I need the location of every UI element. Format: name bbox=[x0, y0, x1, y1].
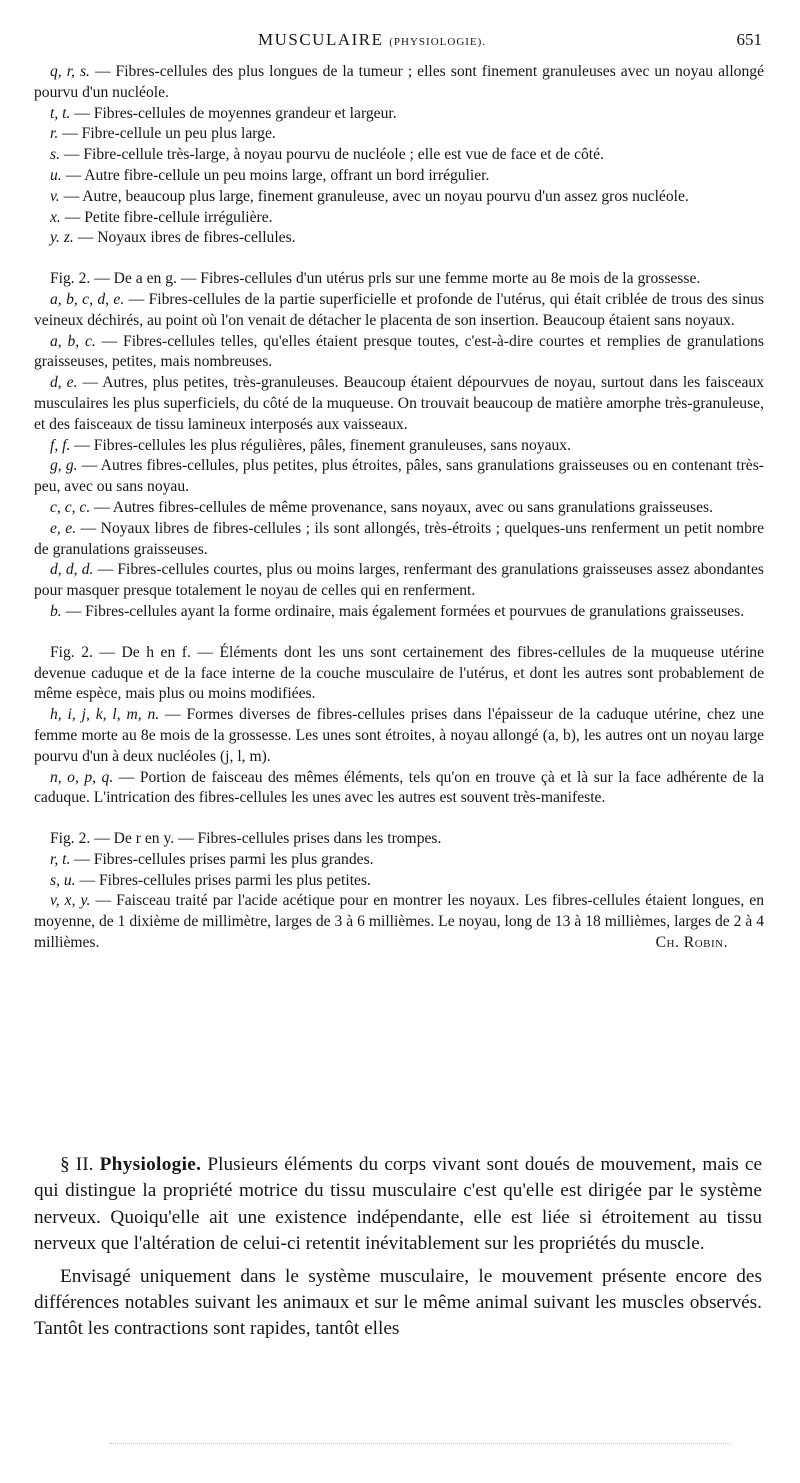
legend-label: c, c, c. bbox=[50, 498, 91, 516]
legend-entry: y. z. — Noyaux ibres de fibres-cellules. bbox=[50, 229, 296, 247]
figure-caption: Fig. 2. — De r en y. — Fibres-cellules prises dans les trompes. bbox=[50, 830, 442, 848]
legend-label: r, t. bbox=[50, 850, 71, 868]
legend-entry: r, t. — Fibres-cellules prises parmi les plus grandes. bbox=[50, 850, 374, 868]
legend-entry: s, u. — Fibres-cellules prises parmi les plus petites. bbox=[50, 871, 371, 889]
legend-label: x. bbox=[50, 208, 61, 226]
section-heading: Physiologie. bbox=[99, 1154, 202, 1175]
legend-label: v, x, y. bbox=[50, 892, 91, 910]
author-signature: Ch. Robin. bbox=[655, 934, 728, 952]
legend-label: g, g. bbox=[50, 457, 78, 475]
legend-entry: t, t. — Fibres-cellules de moyennes grandeur et largeur. bbox=[50, 104, 397, 122]
page-bottom-dotted-rule bbox=[110, 1443, 730, 1445]
legend-label: s, u. bbox=[50, 871, 76, 889]
legend-entry: d, e. — Autres, plus petites, très-granuleuses. Beaucoup étaient dépourvues de noyau, surtout dans les faisceaux musculaires les plus superficiels, du côté de la muqueuse. On trouvait beaucoup de matière amorphe très-granuleuse, et des faisceaux de tissu lamineux interposés aux vaisseaux. bbox=[34, 374, 764, 433]
figure-caption: Fig. 2. — De h en f. — Éléments dont les uns sont certainement des fibres-cellules de la muqueuse utérine devenue caduque et de la face interne de la couche musculaire de l'utérus, et dont les autres sont probablement de même espèce, mais plus ou moins modifiées. bbox=[34, 643, 765, 703]
legend-label: b. bbox=[50, 602, 62, 620]
legend-label: f, f. bbox=[50, 436, 71, 454]
legend-entry: a, b, c, d, e. — Fibres-cellules de la partie superficielle et profonde de l'utérus, qui était criblée de trous des sinus veineux déchirés, au point où l'on venait de détacher le placenta de son insertion. Beaucoup étaient sans noyaux. bbox=[34, 290, 764, 329]
legend-label: v. bbox=[50, 187, 60, 205]
legend-entry: n, o, p, q. — Portion de faisceau des mêmes éléments, tels qu'on en trouve çà et là sur la face adhérente de la caduque. L'intrication des fibres-cellules les unes avec les autres est souvent très-manifeste. bbox=[34, 768, 764, 807]
legend-label: u. bbox=[50, 166, 62, 184]
section-paragraph-1: § II. Physiologie. Plusieurs éléments du corps vivant sont doués de mouvement, mais ce qui distingue la propriété motrice du tissu musculaire c'est qu'elle est dirigée par le système nerveux. Quoiqu'elle ait une existence indépendante, elle est liée si étroitement au tissu nerveux que l'altération de celui-ci retentit inévitablement sur les propriétés du muscle. bbox=[34, 1154, 763, 1255]
legend-entry: a, b, c. — Fibres-cellules telles, qu'elles étaient presque toutes, c'est-à-dire courtes et remplies de granulations graisseuses, petites, mais nombreuses. bbox=[34, 332, 764, 371]
legend-label: d, d, d. bbox=[50, 561, 94, 579]
running-subtitle: (PHYSIOLOGIE). bbox=[389, 36, 487, 48]
page-number: 651 bbox=[736, 30, 762, 49]
legend-entry: c, c, c. — Autres fibres-cellules de même provenance, sans noyaux, avec ou sans granulations graisseuses. bbox=[50, 498, 713, 516]
legend-label: Fig. 2. — De a en g. bbox=[50, 270, 177, 288]
legend-label: e, e. bbox=[50, 519, 77, 537]
legend-entry: g, g. — Autres fibres-cellules, plus petites, plus étroites, pâles, sans granulations graisseuses ou en contenant très-peu, avec ou sans noyau. bbox=[34, 457, 764, 496]
legend-entry: d, d, d. — Fibres-cellules courtes, plus ou moins larges, renfermant des granulations graisseuses assez abondantes pour masquer presque totalement le noyau de celles qui en renferment. bbox=[34, 561, 764, 600]
figure-caption: Fig. 2. — De a en g. — Fibres-cellules d'un utérus prls sur une femme morte au 8e mois de la grossesse. bbox=[50, 270, 701, 288]
legend-label: s. bbox=[50, 146, 60, 164]
legend-entry: v, x, y. — Faisceau traité par l'acide acétique pour en montrer les noyaux. Les fibres-cellules étaient longues, en moyenne, de 1 dixième de millimètre, larges de 3 à 6 millièmes. Le noyau, long de 13 à 18 millièmes, larges de 2 à 4 millièmes. Ch. Robin. bbox=[34, 891, 764, 953]
legend-label: d, e. bbox=[50, 374, 78, 392]
legend-entry: b. — Fibres-cellules ayant la forme ordinaire, mais également formées et pourvues de granulations graisseuses. bbox=[50, 602, 745, 620]
figure-legend bbox=[34, 62, 764, 954]
legend-label: n, o, p, q. bbox=[50, 768, 114, 786]
legend-entry: s. — Fibre-cellule très-large, à noyau pourvu de nucléole ; elle est vue de face et de côté. bbox=[50, 146, 604, 164]
legend-label: Fig. 2. — De h en f. bbox=[50, 643, 191, 661]
section-number: § II. bbox=[60, 1154, 94, 1175]
legend-entry: h, i, j, k, l, m, n. — Formes diverses de fibres-cellules prises dans l'épaisseur de la caduque utérine, chez une femme morte au 8e mois de la grossesse. Les unes sont étroites, à noyau allongé (a, b), les autres ont un noyau large pourvu d'un à deux nucléoles (j, l, m). bbox=[34, 706, 764, 765]
legend-entry: q, r, s. — Fibres-cellules des plus longues de la tumeur ; elles sont finement granuleuses avec un noyau allongé pourvu d'un nucléole. bbox=[34, 63, 764, 101]
section-body bbox=[34, 1152, 762, 1343]
legend-label: h, i, j, k, l, m, n. bbox=[50, 706, 160, 724]
running-title: MUSCULAIRE (PHYSIOLOGIE). bbox=[258, 30, 487, 49]
legend-label: a, b, c. bbox=[50, 332, 96, 350]
legend-label: r. bbox=[50, 125, 59, 143]
legend-label: Fig. 2. — De r en y. bbox=[50, 830, 175, 848]
legend-entry: r. — Fibre-cellule un peu plus large. bbox=[50, 125, 276, 143]
page-header bbox=[48, 30, 770, 52]
legend-entry: x. — Petite fibre-cellule irrégulière. bbox=[50, 208, 273, 226]
legend-label: a, b, c, d, e. bbox=[50, 290, 125, 308]
legend-entry: e, e. — Noyaux libres de fibres-cellules ; ils sont allongés, très-étroits ; quelques-uns renferment un petit nombre de granulations graisseuses. bbox=[34, 519, 764, 558]
section-paragraph-2: Envisagé uniquement dans le système musculaire, le mouvement présente encore des différences notables suivant les animaux et sur le même animal suivant les muscles observés. Tantôt les contractions sont rapides, tantôt elles bbox=[34, 1265, 762, 1340]
legend-label: q, r, s. bbox=[50, 63, 90, 80]
legend-entry: u. — Autre fibre-cellule un peu moins large, offrant un bord irrégulier. bbox=[50, 166, 490, 184]
legend-entry: f, f. — Fibres-cellules les plus régulières, pâles, finement granuleuses, sans noyaux. bbox=[50, 436, 571, 454]
legend-entry: v. — Autre, beaucoup plus large, finement granuleuse, avec un noyau pourvu d'un assez gros nucléole. bbox=[50, 187, 689, 205]
legend-label: t, t. bbox=[50, 104, 71, 122]
legend-label: y. z. bbox=[50, 229, 74, 247]
